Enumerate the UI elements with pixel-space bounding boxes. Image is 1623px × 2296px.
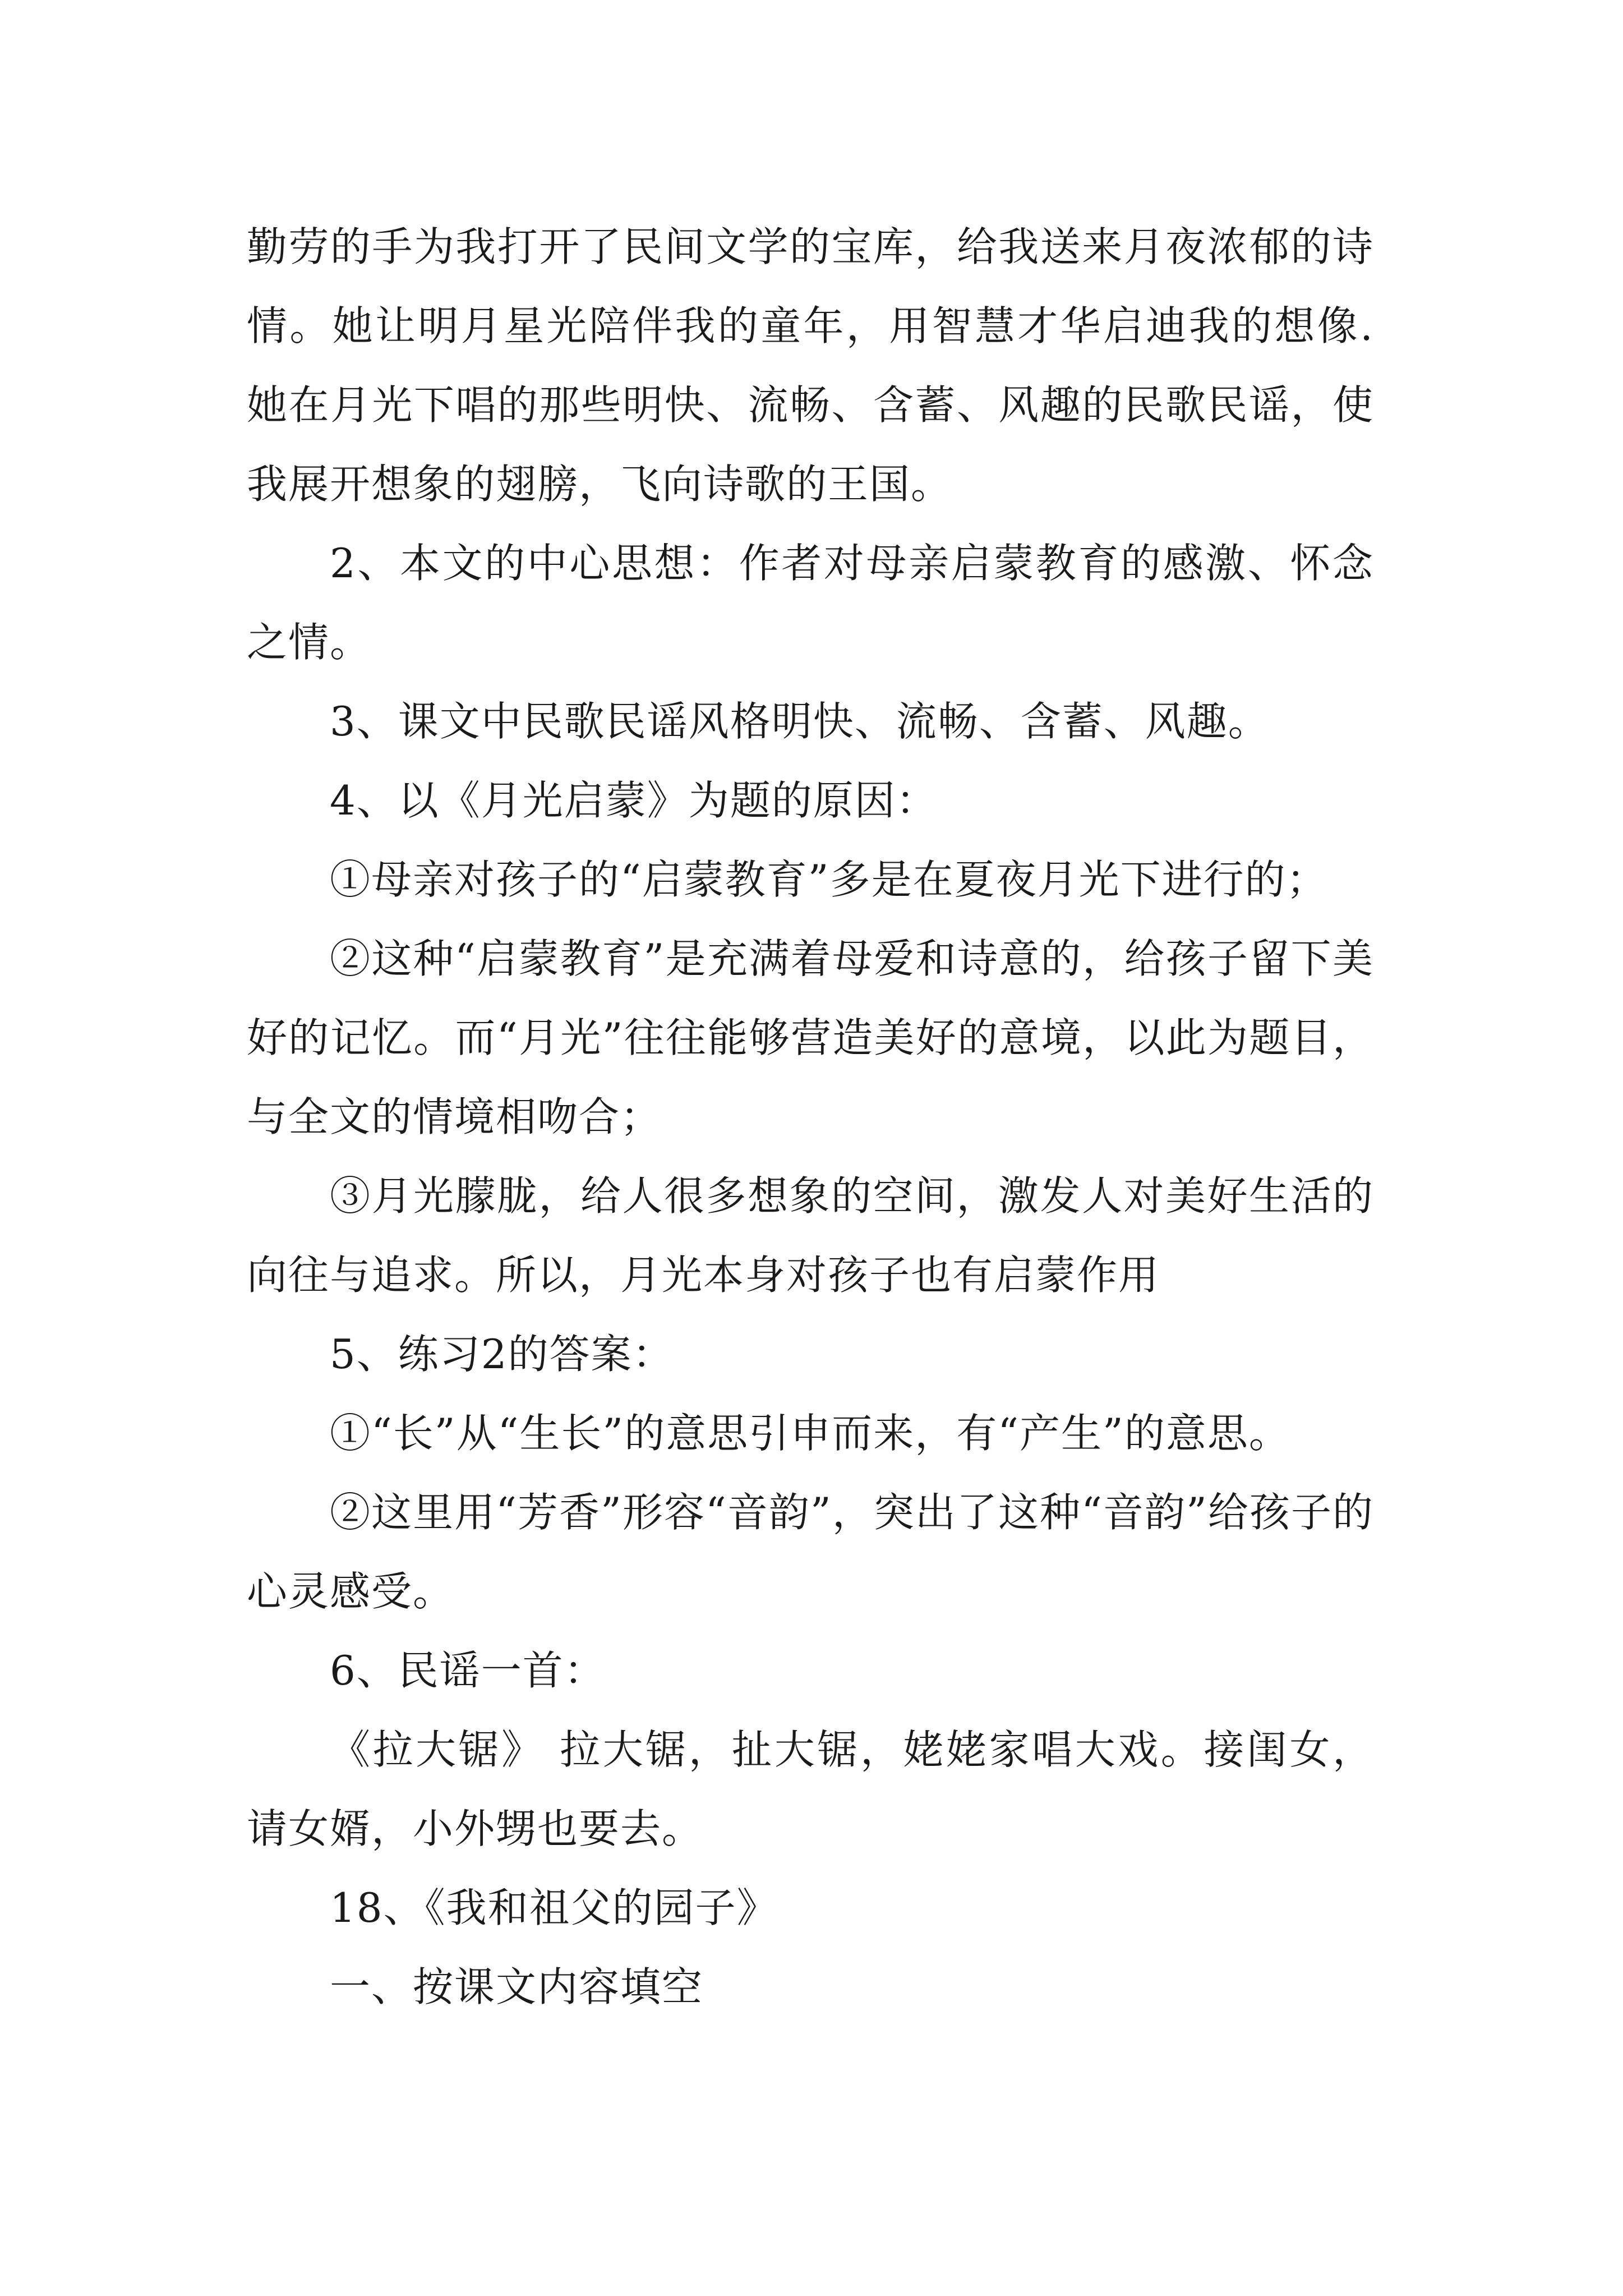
paragraph-reason-1: ①母亲对孩子的“启蒙教育”多是在夏夜月光下进行的； (330, 856, 1328, 903)
paragraph-central-idea: 2、本文的中心思想：作者对母亲启蒙教育的感激、怀念之情。 (247, 540, 1374, 666)
paragraph-exercise-heading: 5、练习2的答案： (330, 1331, 674, 1378)
paragraph-folk-song-style: 3、课文中民歌民谣风格明快、流畅、含蓄、风趣。 (330, 698, 1270, 745)
paragraph-lesson-title: 18、《我和祖父的园子》 (330, 1884, 778, 1931)
paragraph-reason-2: ②这种“启蒙教育”是充满着母爱和诗意的，给孩子留下美好的记忆。而“月光”往往能够营造美好的意境，以此为题目，与全文的情境相吻合； (247, 935, 1374, 1140)
paragraph-folk-rhyme: 《拉大锯》 拉大锯，扯大锯，姥姥家唱大戏。接闺女，请女婿，小外甥也要去。 (247, 1726, 1374, 1852)
paragraph-answer-1: ①“长”从“生长”的意思引申而来，有“产生”的意思。 (330, 1410, 1290, 1457)
document-body (247, 208, 1374, 2027)
paragraph-reason-3: ③月光朦胧，给人很多想象的空间，激发人对美好生活的向往与追求。所以，月光本身对孩子也有启蒙作用 (247, 1172, 1374, 1299)
paragraph-answer-2: ②这里用“芳香”形容“音韵”，突出了这种“音韵”给孩子的心灵感受。 (247, 1489, 1374, 1615)
paragraph-title-reason-heading: 4、以《月光启蒙》为题的原因： (330, 777, 938, 824)
paragraph-folk-rhyme-heading: 6、民谣一首： (330, 1647, 606, 1694)
paragraph-continuation: 勤劳的手为我打开了民间文学的宝库，给我送来月夜浓郁的诗情。她让明月星光陪伴我的童年，用智慧才华启迪我的想像.她在月光下唱的那些明快、流畅、含蓄、风趣的民歌民谣，使我展开想象的翅膀，飞向诗歌的王国。 (247, 223, 1374, 508)
paragraph-section-heading: 一、按课文内容填空 (330, 1963, 704, 2010)
